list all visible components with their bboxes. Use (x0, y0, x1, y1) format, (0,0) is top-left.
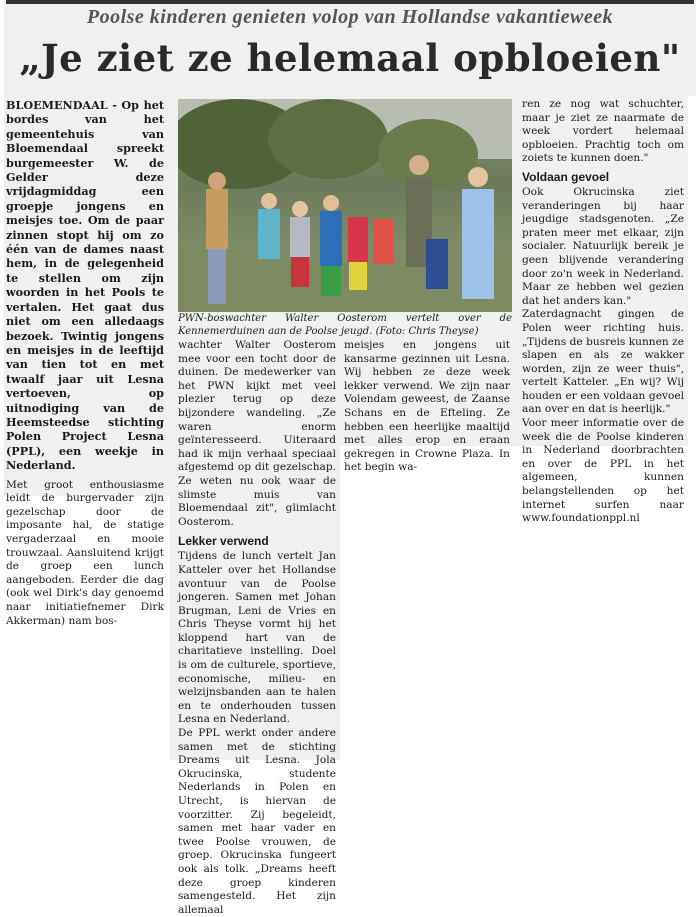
column-4-paragraph-3: Zaterdagnacht gingen de Polen weer richting huis. „Tijdens de busreis kunnen ze slapen en als ze wakker worden, zijn ze weer thuis", vertelt Katteler. „En wij? Wij houden er een voldaan gevoel aan over en dat is heerlijk." (522, 308, 684, 416)
column-2-paragraph-1: wachter Walter Oosterom mee voor een tocht door de duinen. De medewerker van het PWN kijkt met veel plezier terug op deze bijzondere wandeling. „Ze waren enorm geïnteresseerd. Uiteraard had ik mijn verhaal speciaal afgestemd op dit gezelschap. Ze weten nu ook waar de slimste muis van Bloemendaal zit", glimlacht Oosterom. (178, 339, 336, 528)
photo-caption: PWN-boswachter Walter Oosterom vertelt over de Kennemerduinen aan de Poolse jeugd. (Foto: Chris Theyse) (178, 313, 512, 337)
headline: „Je ziet ze helemaal opbloeien" (19, 36, 681, 80)
column-2 (178, 339, 336, 917)
column-1 (6, 98, 164, 628)
lead-paragraph: BLOEMENDAAL - Op het bordes van het gemeentehuis van Bloemendaal spreekt burgemeester W. de Gelder deze vrijdagmiddag een groepje jongens en meisjes toe. Om de paar zinnen stopt hij om zo één van de dames naast hem, in de gelegenheid te stellen om zijn woorden in het Pools te vertalen. Het gaat dus niet om een alledaags bezoek. Twintig jongens en meisjes in de leeftijd van tien tot en met twaalf jaar uit Lesna vertoeven, op uitnodiging van de Heemsteedse stichting Polen Project Lesna (PPL), een weekje in Nederland. (6, 98, 164, 473)
group-photo-illustration (178, 99, 512, 312)
article-photo (178, 99, 512, 312)
column-4-paragraph-1: ren ze nog wat schuchter, maar je ziet ze naarmate de week vordert helemaal opbloeien. Prachtig toch om zoiets te kunnen doen." (522, 98, 684, 165)
subheading-voldaan-gevoel: Voldaan gevoel (522, 169, 610, 184)
column-4-paragraph-2: Ook Okrucinska ziet veranderingen bij haar jeugdige stadsgenoten. „Ze praten meer met elkaar, zijn socialer. Natuurlijk bereik je geen blijvende verandering door zo'n week in Nederland. Maar ze hebben wel gezien dat het anders kan." (522, 185, 684, 307)
kicker: Poolse kinderen genieten volop van Hollandse vakantieweek (86, 6, 614, 28)
column-1-body: Met groot enthousiasme leidt de burgervader zijn gezelschap door de imposante hal, de statige vergaderzaal en mooie trouwzaal. Aansluitend krijgt de groep een lunch aangeboden. Eerder die dag (ook wel Dirk's day genoemd naar initiatiefnemer Dirk Akkerman) nam bos- (6, 478, 164, 627)
column-4 (522, 98, 684, 526)
column-3-paragraph-1: meisjes en jongens uit kansarme gezinnen uit Lesna. Wij hebben ze deze week lekker verwend. We zijn naar Volendam geweest, de Zaanse Schans en de Efteling. Ze hebben een heerlijke maaltijd met alles erop en eraan gekregen in Crowne Plaza. In het begin wa- (344, 339, 510, 474)
column-3 (344, 339, 510, 475)
column-2-paragraph-3: De PPL werkt onder andere samen met de stichting Dreams uit Lesna. Jola Okrucinska, studente Nederlands in Polen en Utrecht, is hiervan de voorzitter. Zij begeleidt, samen met haar vader en twee Poolse vrouwen, de groep. Okrucinska fungeert ook als tolk. „Dreams heeft deze groep kinderen samengesteld. Het zijn allemaal (178, 727, 336, 916)
top-rule (6, 0, 694, 4)
subheading-lekker-verwend: Lekker verwend (178, 534, 269, 549)
column-4-paragraph-4: Voor meer informatie over de week die de Poolse kinderen in Nederland doorbrachten en over de PPL in het algemeen, kunnen belangstellenden op het internet surfen naar www.foundationppl.nl (522, 417, 684, 525)
column-2-paragraph-2: Tijdens de lunch vertelt Jan Katteler over het Hollandse avontuur van de Poolse jongeren. Samen met Johan Brugman, Leni de Vries en Chris Theyse vormt hij het kloppend hart van de charitatieve instelling. Doel is om de culturele, sportieve, economische, milieu- en welzijnsbanden aan te halen en te onderhouden tussen Lesna en Nederland. (178, 550, 336, 726)
